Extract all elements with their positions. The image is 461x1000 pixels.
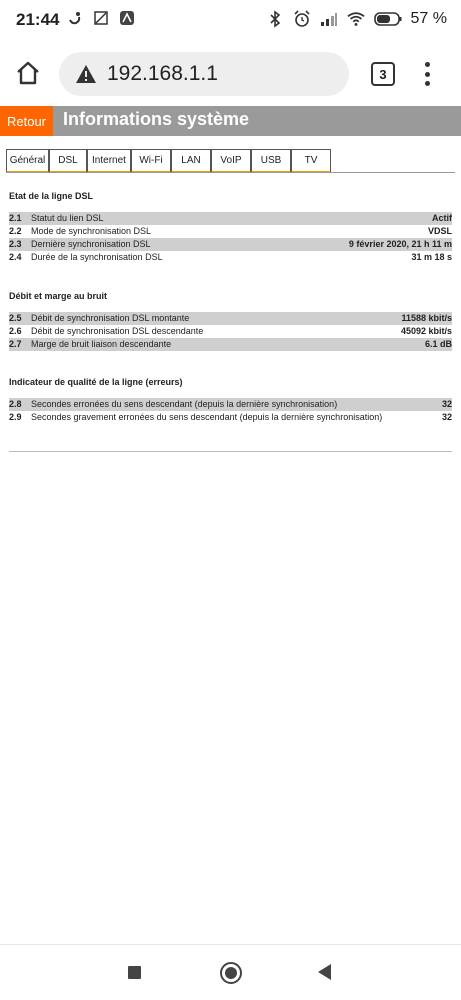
overflow-menu-icon[interactable]	[420, 62, 434, 86]
status-bar	[0, 0, 461, 40]
row-label: Durée de la synchronisation DSL	[31, 252, 163, 262]
table-row	[9, 225, 452, 238]
table-row	[9, 251, 452, 264]
tab-tv[interactable]: TV	[291, 149, 331, 173]
section-title-dsl-state: Etat de la ligne DSL	[9, 191, 94, 201]
table-row	[9, 411, 452, 424]
page-header	[0, 106, 461, 136]
status-time: 21:44	[16, 10, 60, 29]
back-nav-icon[interactable]	[318, 964, 331, 980]
url-text[interactable]: 192.168.1.1	[107, 62, 218, 85]
table-row	[9, 398, 452, 411]
signal-icon	[320, 10, 338, 28]
tabs-divider	[6, 172, 455, 173]
section-title-line-quality: Indicateur de qualité de la ligne (erreurs)	[9, 377, 183, 387]
gallery-icon	[92, 9, 110, 27]
tab-internet[interactable]: Internet	[87, 149, 131, 173]
row-value: 6.1 dB	[424, 339, 452, 349]
table-row	[9, 238, 452, 251]
row-label: Secondes erronées du sens descendant (depuis la dernière synchronisation)	[31, 399, 338, 409]
table-row	[9, 312, 452, 325]
row-number: 2.7	[9, 339, 22, 349]
row-value: 32	[441, 412, 452, 422]
row-number: 2.1	[9, 213, 22, 223]
row-number: 2.5	[9, 313, 22, 323]
tab-wifi[interactable]: Wi-Fi	[131, 149, 171, 173]
tab-switcher-button[interactable]: 3	[371, 62, 395, 86]
bluetooth-icon	[266, 10, 284, 28]
tab-general[interactable]: Général	[6, 149, 49, 173]
table-row	[9, 212, 452, 225]
row-value: 45092 kbit/s	[400, 326, 452, 336]
whatsapp-icon	[66, 9, 84, 27]
table-dsl-state	[9, 212, 452, 264]
table-row	[9, 325, 452, 338]
table-rate-margin	[9, 312, 452, 351]
back-button[interactable]: Retour	[0, 106, 53, 136]
row-label: Secondes gravement erronées du sens descendant (depuis la dernière synchronisation)	[31, 412, 383, 422]
section-title-rate-margin: Débit et marge au bruit	[9, 291, 108, 301]
row-label: Marge de bruit liaison descendante	[31, 339, 172, 349]
row-value: 32	[441, 399, 452, 409]
home-icon	[14, 59, 42, 87]
row-value: 9 février 2020, 21 h 11 m	[348, 239, 452, 249]
row-number: 2.8	[9, 399, 22, 409]
tab-bar	[6, 149, 331, 173]
row-number: 2.9	[9, 412, 22, 422]
row-value: 31 m 18 s	[411, 252, 452, 262]
app-icon	[118, 9, 136, 27]
row-number: 2.6	[9, 326, 22, 336]
row-label: Débit de synchronisation DSL montante	[31, 313, 190, 323]
row-label: Mode de synchronisation DSL	[31, 226, 152, 236]
page-title: Informations système	[63, 109, 250, 129]
tab-usb[interactable]: USB	[251, 149, 291, 173]
home-nav-icon[interactable]	[220, 962, 242, 984]
home-button[interactable]	[14, 59, 42, 87]
row-value: Actif	[432, 213, 452, 223]
row-label: Dernière synchronisation DSL	[31, 239, 151, 249]
battery-percent: 57 %	[410, 10, 447, 27]
wifi-icon	[347, 10, 365, 28]
row-number: 2.2	[9, 226, 22, 236]
row-number: 2.3	[9, 239, 22, 249]
content-divider	[9, 451, 452, 452]
row-number: 2.4	[9, 252, 22, 262]
table-line-quality	[9, 398, 452, 424]
warning-icon[interactable]	[75, 64, 97, 84]
row-label: Statut du lien DSL	[31, 213, 104, 223]
address-bar[interactable]	[59, 52, 349, 96]
alarm-icon	[293, 10, 311, 28]
system-nav-bar	[0, 944, 461, 1000]
row-value: 11588 kbit/s	[401, 313, 452, 323]
recents-icon[interactable]	[128, 966, 141, 979]
table-row	[9, 338, 452, 351]
battery-icon	[374, 10, 402, 28]
tab-dsl[interactable]: DSL	[49, 149, 87, 173]
tab-lan[interactable]: LAN	[171, 149, 211, 173]
browser-toolbar	[0, 40, 461, 106]
row-value: VDSL	[427, 226, 452, 236]
tab-voip[interactable]: VoIP	[211, 149, 251, 173]
row-label: Débit de synchronisation DSL descendante	[31, 326, 204, 336]
